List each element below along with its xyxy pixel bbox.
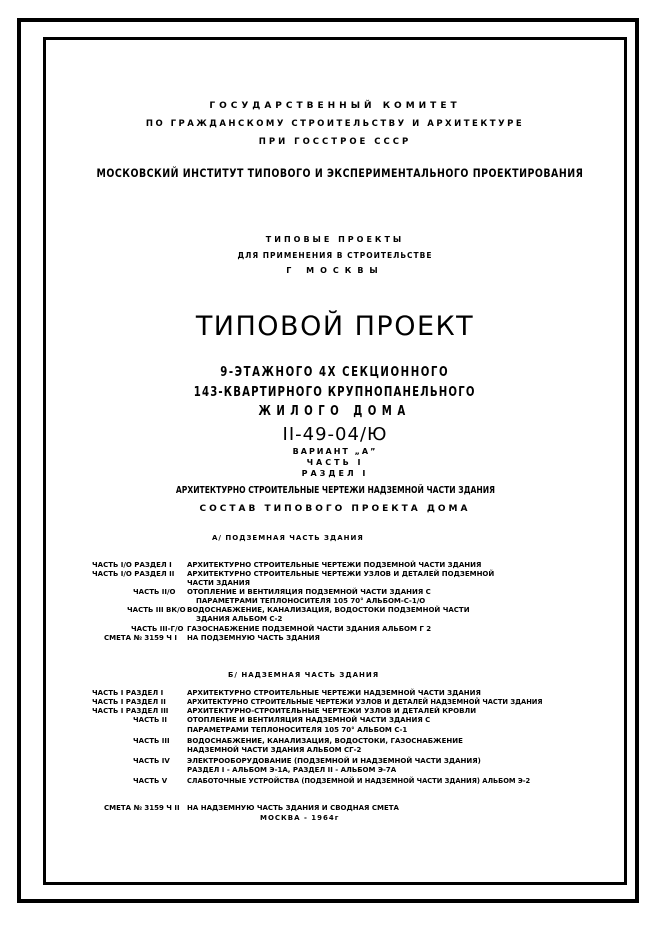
underground-row-label: ЧАСТЬ III-Г/О <box>131 625 184 633</box>
aboveground-row-label: ЧАСТЬ V <box>133 777 168 785</box>
underground-row-text: НА ПОДЗЕМНУЮ ЧАСТЬ ЗДАНИЯ <box>187 634 320 642</box>
aboveground-row-text: АРХИТЕКТУРНО СТРОИТЕЛЬНЫЕ ЧЕРТЕЖИ НАДЗЕМНОЙ ЧАСТИ ЗДАНИЯ <box>187 689 481 697</box>
underground-row-text: ПАРАМЕТРАМИ ТЕПЛОНОСИТЕЛЯ 105 70° АЛЬБОМ-С-1/О <box>196 597 426 605</box>
committee-line-1: ГОСУДАРСТВЕННЫЙ КОМИТЕТ <box>209 101 461 111</box>
estimate-label: СМЕТА № 3159 Ч II <box>104 804 180 812</box>
part-label: ЧАСТЬ I <box>306 458 364 467</box>
aboveground-row-text: ЭЛЕКТРООБОРУДОВАНИЕ (ПОДЗЕМНОЙ И НАДЗЕМНОЙ ЧАСТИ ЗДАНИЯ) <box>187 757 481 765</box>
section-label: РАЗДЕЛ I <box>301 469 369 478</box>
committee-line-3: ПРИ ГОССТРОЕ СССР <box>258 137 412 147</box>
main-title: ТИПОВОЙ ПРОЕКТ <box>195 311 475 342</box>
variant-label: ВАРИАНТ „А” <box>292 447 378 456</box>
institute-name: МОСКОВСКИЙ ИНСТИТУТ ТИПОВОГО И ЭКСПЕРИМЕНТАЛЬНОГО ПРОЕКТИРОВАНИЯ <box>96 166 584 180</box>
series-line-1: ТИПОВЫЕ ПРОЕКТЫ <box>265 235 405 244</box>
place-year: МОСКВА - 1964г <box>260 814 340 822</box>
series-line-3: Г МОСКВЫ <box>286 266 384 275</box>
subject-line: АРХИТЕКТУРНО СТРОИТЕЛЬНЫЕ ЧЕРТЕЖИ НАДЗЕМНОЙ ЧАСТИ ЗДАНИЯ <box>175 485 495 496</box>
title-line-1: 9-ЭТАЖНОГО 4Х СЕКЦИОННОГО <box>220 365 450 380</box>
underground-row-label: СМЕТА № 3159 Ч I <box>104 634 177 642</box>
underground-row-text: АРХИТЕКТУРНО СТРОИТЕЛЬНЫЕ ЧЕРТЕЖИ УЗЛОВ И ДЕТАЛЕЙ ПОДЗЕМНОЙ <box>187 570 495 578</box>
aboveground-row-label: ЧАСТЬ I РАЗДЕЛ II <box>92 698 166 706</box>
underground-row-text: ЧАСТИ ЗДАНИЯ <box>187 579 251 587</box>
aboveground-heading: Б/ НАДЗЕМНАЯ ЧАСТЬ ЗДАНИЯ <box>228 671 380 679</box>
series-line-2: ДЛЯ ПРИМЕНЕНИЯ В СТРОИТЕЛЬСТВЕ <box>237 251 433 260</box>
aboveground-row-label: ЧАСТЬ III <box>133 737 170 745</box>
aboveground-row-text: РАЗДЕЛ I - АЛЬБОМ Э-1А, РАЗДЕЛ II - АЛЬБОМ Э-7А <box>187 766 397 774</box>
aboveground-row-text: ОТОПЛЕНИЕ И ВЕНТИЛЯЦИЯ НАДЗЕМНОЙ ЧАСТИ ЗДАНИЯ С <box>187 716 431 724</box>
estimate-text: НА НАДЗЕМНУЮ ЧАСТЬ ЗДАНИЯ И СВОДНАЯ СМЕТА <box>187 804 399 812</box>
underground-row-text: ЗДАНИЯ АЛЬБОМ С-2 <box>196 615 283 623</box>
aboveground-row-text: АРХИТЕКТУРНО-СТРОИТЕЛЬНЫЕ ЧЕРТЕЖИ УЗЛОВ И ДЕТАЛЕЙ КРОВЛИ <box>187 707 477 715</box>
committee-line-2: ПО ГРАЖДАНСКОМУ СТРОИТЕЛЬСТВУ И АРХИТЕКТУРЕ <box>145 119 525 129</box>
underground-row-label: ЧАСТЬ I/О РАЗДЕЛ II <box>92 570 175 578</box>
underground-row-label: ЧАСТЬ I/О РАЗДЕЛ I <box>92 561 172 569</box>
aboveground-row-label: ЧАСТЬ I РАЗДЕЛ III <box>92 707 169 715</box>
underground-row-text: ВОДОСНАБЖЕНИЕ, КАНАЛИЗАЦИЯ, ВОДОСТОКИ ПОДЗЕМНОЙ ЧАСТИ <box>187 606 470 614</box>
aboveground-row-label: ЧАСТЬ II <box>133 716 167 724</box>
title-line-3: ЖИЛОГО ДОМА <box>258 404 412 419</box>
composition-line: СОСТАВ ТИПОВОГО ПРОЕКТА ДОМА <box>199 504 471 514</box>
aboveground-row-label: ЧАСТЬ IV <box>133 757 170 765</box>
underground-row-text: ГАЗОСНАБЖЕНИЕ ПОДЗЕМНОЙ ЧАСТИ ЗДАНИЯ АЛЬБОМ Г 2 <box>187 625 432 633</box>
aboveground-row-text: НАДЗЕМНОЙ ЧАСТИ ЗДАНИЯ АЛЬБОМ СГ-2 <box>187 746 362 754</box>
title-line-2: 143-КВАРТИРНОГО КРУПНОПАНЕЛЬНОГО <box>194 385 476 400</box>
underground-row-label: ЧАСТЬ II/О <box>133 588 176 596</box>
underground-row-label: ЧАСТЬ III ВК/О <box>127 606 186 614</box>
aboveground-row-text: ПАРАМЕТРАМИ ТЕПЛОНОСИТЕЛЯ 105 70° АЛЬБОМ С-1 <box>187 726 408 734</box>
underground-heading: А/ ПОДЗЕМНАЯ ЧАСТЬ ЗДАНИЯ <box>212 534 364 542</box>
aboveground-row-text: АРХИТЕКТУРНО СТРОИТЕЛЬНЫЕ ЧЕРТЕЖИ УЗЛОВ И ДЕТАЛЕЙ НАДЗЕМНОЙ ЧАСТИ ЗДАНИЯ <box>187 698 543 706</box>
aboveground-row-text: СЛАБОТОЧНЫЕ УСТРОЙСТВА (ПОДЗЕМНОЙ И НАДЗЕМНОЙ ЧАСТИ ЗДАНИЯ) АЛЬБОМ Э-2 <box>187 777 531 785</box>
project-code: II-49-04/Ю <box>282 424 388 445</box>
aboveground-row-text: ВОДОСНАБЖЕНИЕ, КАНАЛИЗАЦИЯ, ВОДОСТОКИ, ГАЗОСНАБЖЕНИЕ <box>187 737 463 745</box>
aboveground-row-label: ЧАСТЬ I РАЗДЕЛ I <box>92 689 164 697</box>
underground-row-text: ОТОПЛЕНИЕ И ВЕНТИЛЯЦИЯ ПОДЗЕМНОЙ ЧАСТИ ЗДАНИЯ С <box>187 588 431 596</box>
underground-row-text: АРХИТЕКТУРНО СТРОИТЕЛЬНЫЕ ЧЕРТЕЖИ ПОДЗЕМНОЙ ЧАСТИ ЗДАНИЯ <box>187 561 482 569</box>
